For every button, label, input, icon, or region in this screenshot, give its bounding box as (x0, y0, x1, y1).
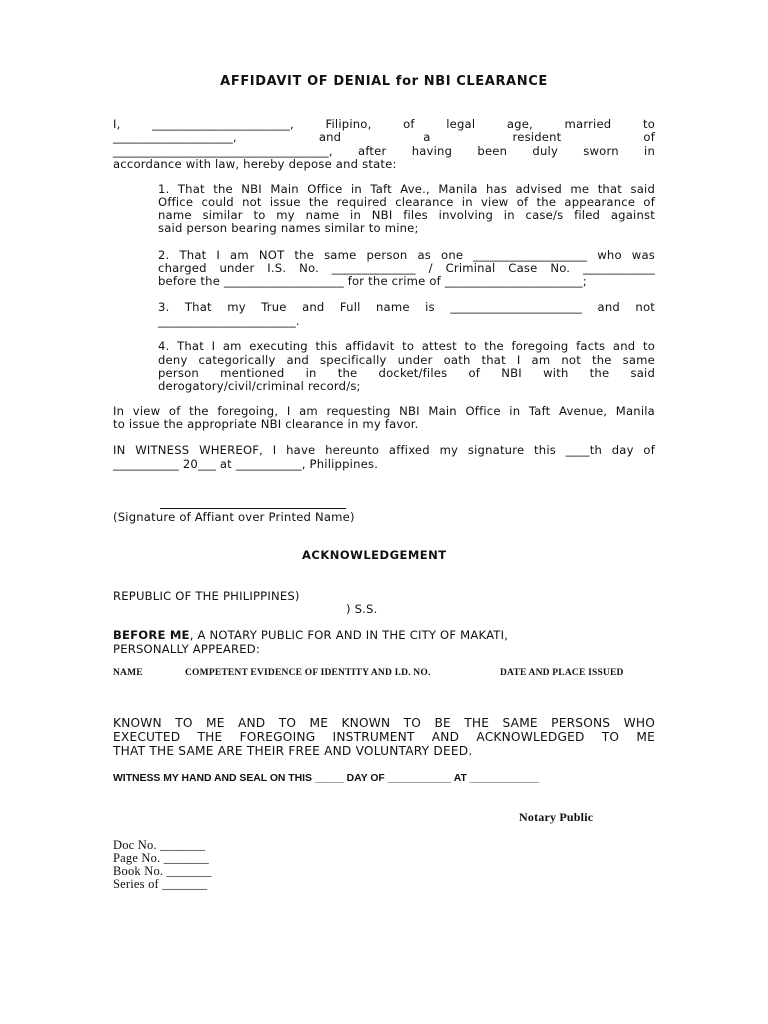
known-line-2: EXECUTED THE FOREGOING INSTRUMENT AND ACKNOWLEDGED TO ME (113, 730, 655, 744)
para1-line-2: Office could not issue the required clearance in view of the appearance of (158, 195, 655, 209)
para2-line-2: charged under I.S. No. ______________ / Criminal Case No. ____________ (158, 261, 655, 275)
para4-line-1: 4. That I am executing this affidavit to attest to the foregoing facts and to (158, 339, 655, 353)
page-no: Page No. _______ (113, 851, 209, 865)
para3-line-2: _______________________. (158, 314, 300, 328)
signature-caption: (Signature of Affiant over Printed Name) (113, 510, 355, 524)
para4-line-2: deny categorically and specifically under oath that I am not the same (158, 353, 655, 367)
para1-line-3: name similar to my name in NBI files involving in case/s filed against (158, 208, 655, 222)
before-me-bold: BEFORE ME (113, 628, 190, 642)
witness-hand-seal: WITNESS MY HAND AND SEAL ON THIS _____ DAY OF ___________ AT ____________ (113, 773, 540, 784)
acknowledgement-heading: ACKNOWLEDGEMENT (302, 548, 447, 562)
para4-line-3: person mentioned in the docket/files of NBI with the said (158, 366, 655, 380)
personally-appeared: PERSONALLY APPEARED: (113, 642, 260, 656)
document-title: AFFIDAVIT OF DENIAL for NBI CLEARANCE (220, 74, 548, 89)
intro-line-4: accordance with law, hereby depose and state: (113, 157, 397, 171)
series-of: Series of _______ (113, 877, 208, 891)
column-header-evidence: COMPETENT EVIDENCE OF IDENTITY AND I.D. NO. (185, 668, 431, 678)
witness-line-1: IN WITNESS WHEREOF, I have hereunto affixed my signature this ____th day of (113, 443, 655, 457)
republic-line: REPUBLIC OF THE PHILIPPINES) (113, 589, 300, 603)
para1-line-4: said person bearing names similar to mine; (158, 221, 419, 235)
para4-line-4: derogatory/civil/criminal record/s; (158, 379, 361, 393)
intro-line-3: ____________________________________, after having been duly sworn in (113, 144, 655, 158)
book-no: Book No. _______ (113, 864, 212, 878)
para3-line-1: 3. That my True and Full name is ______________________ and not (158, 300, 655, 314)
request-line-2: to issue the appropriate NBI clearance in my favor. (113, 417, 419, 431)
known-line-3: THAT THE SAME ARE THEIR FREE AND VOLUNTARY DEED. (113, 744, 473, 758)
column-header-name: NAME (113, 668, 143, 678)
para2-line-1: 2. That I am NOT the same person as one ___________________ who was (158, 248, 655, 262)
request-line-1: In view of the foregoing, I am requesting NBI Main Office in Taft Avenue, Manila (113, 404, 655, 418)
para1-line-1: 1. That the NBI Main Office in Taft Ave., Manila has advised me that said (158, 182, 655, 196)
witness-line-2: ___________ 20___ at ___________, Philippines. (113, 457, 379, 471)
ss-line: ) S.S. (346, 602, 378, 616)
column-header-date-place: DATE AND PLACE ISSUED (500, 668, 624, 678)
intro-line-2: ____________________, and a resident of (113, 130, 655, 144)
doc-no: Doc No. _______ (113, 838, 206, 852)
before-me-rest: , A NOTARY PUBLIC FOR AND IN THE CITY OF MAKATI, (189, 628, 509, 642)
before-me-line (113, 629, 508, 643)
para2-line-3: before the ____________________ for the crime of _______________________; (158, 274, 587, 288)
known-line-1: KNOWN TO ME AND TO ME KNOWN TO BE THE SAME PERSONS WHO (113, 716, 655, 730)
intro-line-1: I, _______________________, Filipino, of legal age, married to (113, 117, 655, 131)
notary-public-label: Notary Public (519, 810, 594, 824)
affiant-signature-line (160, 508, 346, 509)
